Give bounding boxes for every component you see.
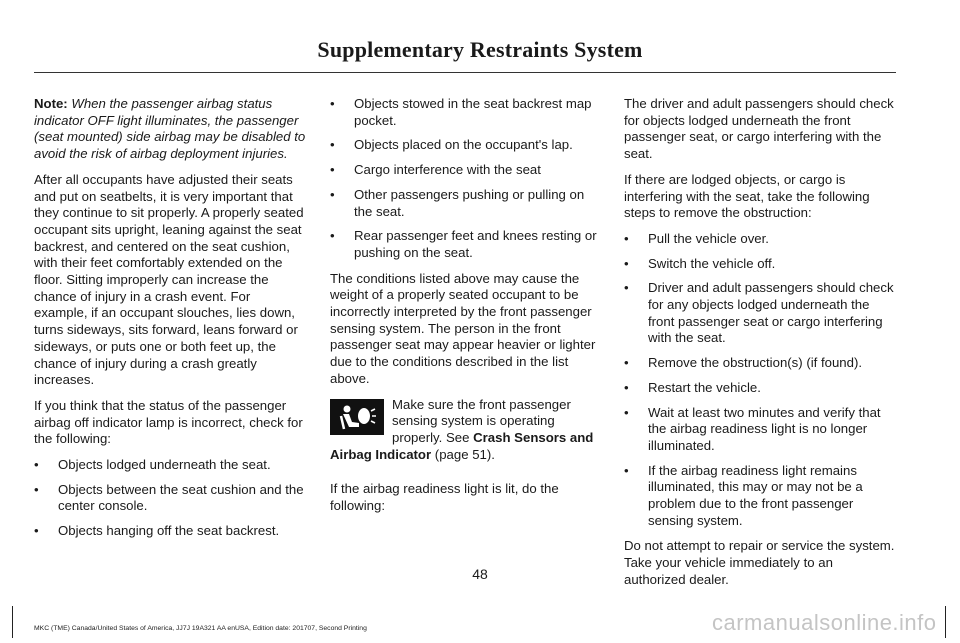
list-item: • Wait at least two minutes and verify that the airbag readiness light is no longer illuminated. [624,405,896,455]
list-item: • Restart the vehicle. [624,380,896,397]
body-paragraph: If the airbag readiness light is lit, do the following: [330,481,559,514]
list-item: • Switch the vehicle off. [624,256,896,273]
crop-mark [12,606,13,638]
bullet-list [624,231,896,530]
list-item: • Objects hanging off the seat backrest. [34,523,306,540]
list-item: • Rear passenger feet and knees resting or pushing on the seat. [330,228,602,261]
watermark: carmanualsonline.info [712,610,937,635]
list-item: • Objects placed on the occupant's lap. [330,137,602,154]
cross-reference-link[interactable]: Crash Sensors and Airbag Indicator [330,429,594,462]
list-item: • Driver and adult passengers should check for any objects lodged underneath the front passenger seat or cargo interfering with the seat. [624,280,896,347]
body-paragraph: After all occupants have adjusted their seats and put on seatbelts, it is very important that they continue to sit properly. A properly seated occupant sits upright, leaning against the seat backrest, and centered on the seat cushion, with their feet comfortably extended on the floor. Sitting improperly can increase the chance of injury in a crash event. For example, if an occupant slouches, lies down, turns sideways, sits forward, leans forward or sideways, or puts one or both feet up, the chance of injury during a crash greatly increases. [34,171,304,388]
page-number: 48 [472,566,488,582]
list-item: • Objects stowed in the seat backrest map pocket. [330,96,602,129]
body-paragraph: Do not attempt to repair or service the system. Take your vehicle immediately to an authorized dealer. [624,538,895,587]
page-reference: (page 51). [434,446,495,462]
list-item: • Pull the vehicle over. [624,231,896,248]
list-item: • Remove the obstruction(s) (if found). [624,355,896,372]
column-middle [330,96,602,524]
crop-mark [945,606,946,638]
note-label: Note: [34,96,68,111]
body-paragraph: If you think that the status of the passenger airbag off indicator lamp is incorrect, check for the following: [34,397,303,447]
callout-text: Make sure the front passenger sensing system is operating properly. See [392,396,571,445]
body-paragraph: The driver and adult passengers should check for objects lodged underneath the front passenger seat, or cargo interfering with the seat. [624,96,894,162]
list-item: • Other passengers pushing or pulling on the seat. [330,187,602,220]
column-left [34,96,306,549]
note-paragraph [34,96,306,163]
body-paragraph: If there are lodged objects, or cargo is interfering with the seat, take the following steps to remove the obstruction: [624,171,870,221]
bullet-list [34,457,306,540]
list-item: • Objects lodged underneath the seat. [34,457,306,474]
note-text: When the passenger airbag status indicator OFF light illuminates, the passenger (seat mounted) side airbag may be disabled to avoid the risk of airbag deployment injuries. [34,96,306,162]
list-item: • Cargo interference with the seat [330,162,602,179]
page-title: Supplementary Restraints System [317,37,643,62]
list-item: • Objects between the seat cushion and the center console. [34,482,306,515]
edition-footer: MKC (TME) Canada/United States of America, JJ7J 19A321 AA enUSA, Edition date: 201707, Second Printing [34,625,367,632]
list-item: • If the airbag readiness light remains illuminated, this may or may not be a problem due to the front passenger sensing system. [624,463,896,530]
airbag-warning-icon [330,399,384,435]
column-right [624,96,896,598]
body-paragraph: The conditions listed above may cause the weight of a properly seated occupant to be incorrectly interpreted by the front passenger sensing system. The person in the front passenger seat may appear heavier or lighter due to the conditions described in the list above. [330,270,596,386]
bullet-list [330,96,602,262]
callout-box [330,397,602,464]
header-divider [34,72,896,73]
